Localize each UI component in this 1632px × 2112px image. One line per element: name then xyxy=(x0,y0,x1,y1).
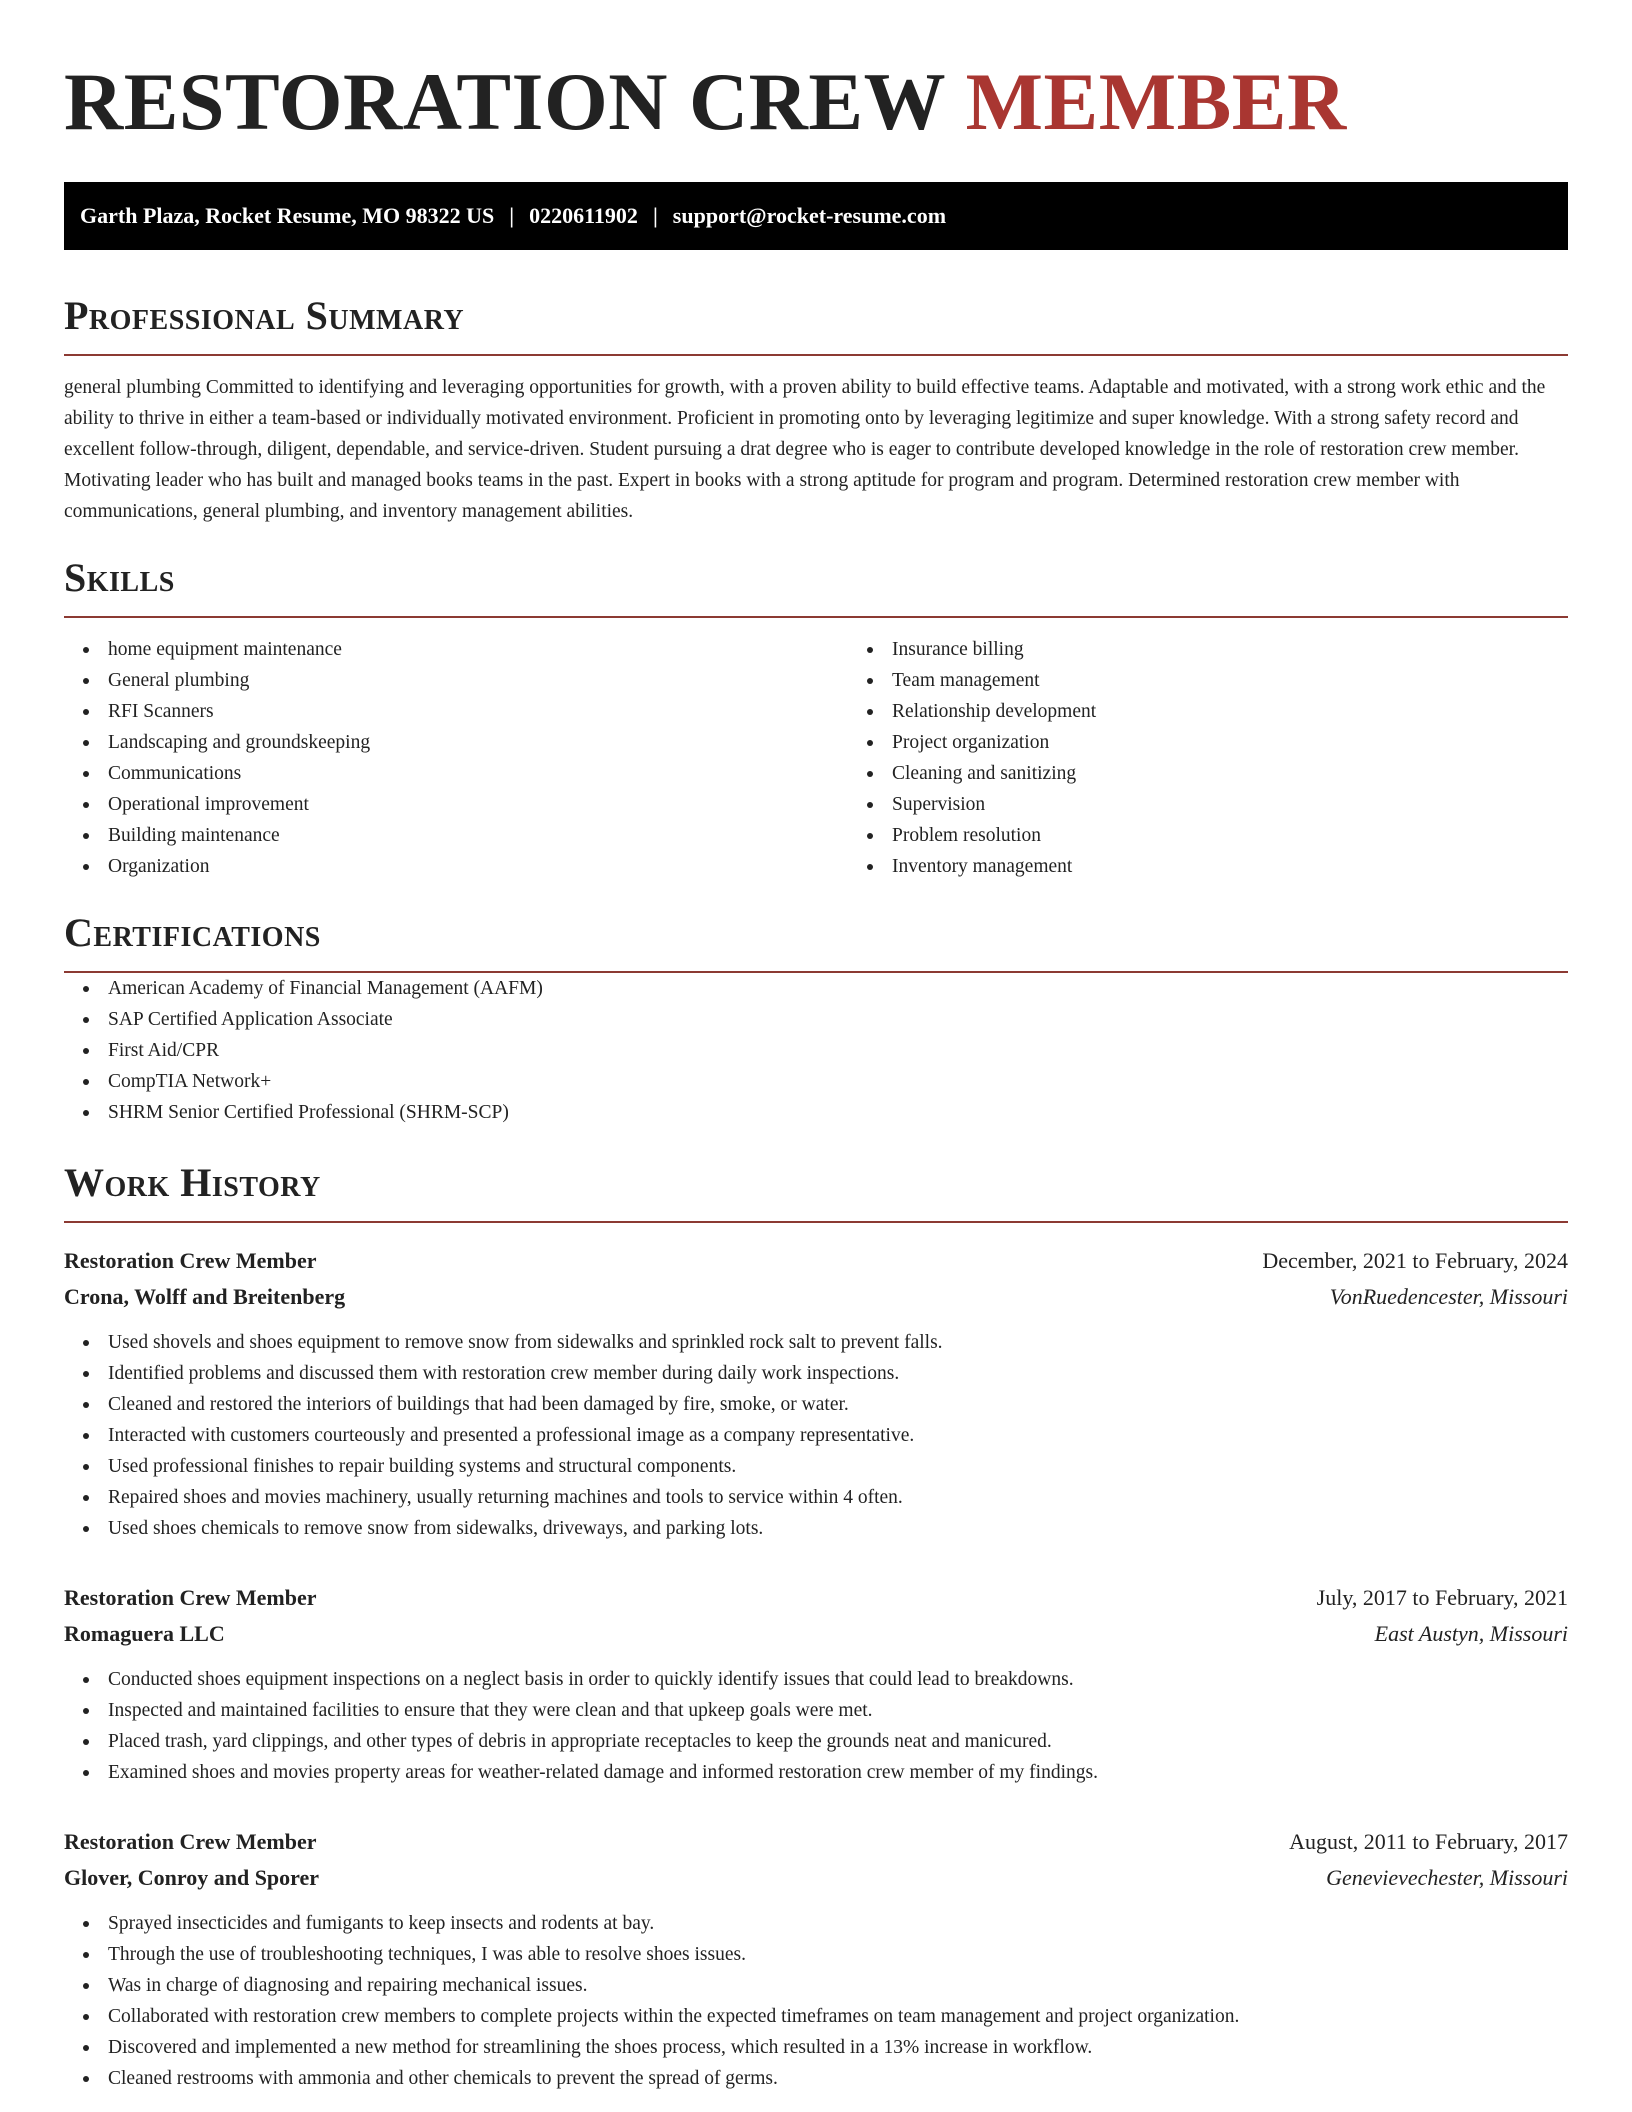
skill-item: General plumbing xyxy=(108,665,848,696)
job-title-row xyxy=(64,1243,1568,1279)
job-bullet: Cleaned restrooms with ammonia and other chemicals to prevent the spread of germs. xyxy=(108,2063,1568,2094)
skill-item: Insurance billing xyxy=(892,634,1096,665)
job-bullet: Conducted shoes equipment inspections on a neglect basis in order to quickly identify issues that could lead to breakdowns. xyxy=(108,1664,1568,1695)
job-title: Restoration Crew Member xyxy=(64,1248,317,1273)
section-heading-summary: Professional Summary xyxy=(64,292,1568,356)
certification-item: SHRM Senior Certified Professional (SHRM-SCP) xyxy=(108,1097,1568,1128)
skill-item: Relationship development xyxy=(892,696,1096,727)
summary-text: general plumbing Committed to identifying and leveraging opportunities for growth, with a proven ability to build effective teams. Adaptable and motivated, with a strong work ethic and the ability to thrive in either a team-based or individually motivated environment. Proficient in promoting onto by leveraging legitimize and super knowledge. With a strong safety record and excellent follow-through, diligent, dependable, and service-driven. Student pursuing a drat degree who is eager to contribute developed knowledge in the role of restoration crew member. Motivating leader who has built and managed books teams in the past. Expert in books with a strong aptitude for program and program. Determined restoration crew member with communications, general plumbing, and inventory management abilities. xyxy=(64,377,1546,522)
job-bullets xyxy=(64,1327,1568,1544)
job-bullet: Was in charge of diagnosing and repairing mechanical issues. xyxy=(108,1970,1568,2001)
job-title-row xyxy=(64,1580,1568,1616)
job-title: Restoration Crew Member xyxy=(64,1585,317,1610)
skill-item: home equipment maintenance xyxy=(108,634,848,665)
job-company-row xyxy=(64,1279,1568,1315)
job-title: Restoration Crew Member xyxy=(64,1829,317,1854)
job-bullet: Identified problems and discussed them with restoration crew member during daily work inspections. xyxy=(108,1358,1568,1389)
certification-item: First Aid/CPR xyxy=(108,1035,1568,1066)
section-heading-skills: Skills xyxy=(64,554,1568,618)
skill-item: Team management xyxy=(892,665,1096,696)
job-bullet: Repaired shoes and movies machinery, usually returning machines and tools to service within 4 often. xyxy=(108,1482,1568,1513)
job-bullet: Used professional finishes to repair building systems and structural components. xyxy=(108,1451,1568,1482)
skill-item: Project organization xyxy=(892,727,1096,758)
job-company: Glover, Conroy and Sporer xyxy=(64,1865,320,1890)
skill-item: RFI Scanners xyxy=(108,696,848,727)
skill-item: Supervision xyxy=(892,789,1096,820)
job-company: Crona, Wolff and Breitenberg xyxy=(64,1284,346,1309)
job-bullets xyxy=(64,1908,1568,2094)
contact-email[interactable]: support@rocket-resume.com xyxy=(672,203,947,228)
certifications-list xyxy=(64,973,1568,1128)
job-bullet: Used shoes chemicals to remove snow from sidewalks, driveways, and parking lots. xyxy=(108,1513,1568,1544)
job-bullet: Collaborated with restoration crew members to complete projects within the expected timeframes on team management and project organization. xyxy=(108,2001,1568,2032)
job-bullet: Interacted with customers courteously and presented a professional image as a company representative. xyxy=(108,1420,1568,1451)
contact-separator: | xyxy=(652,203,658,228)
job-bullet: Through the use of troubleshooting techniques, I was able to resolve shoes issues. xyxy=(108,1939,1568,1970)
job-bullets xyxy=(64,1664,1568,1788)
contact-separator: | xyxy=(509,203,515,228)
skill-item: Inventory management xyxy=(892,851,1096,882)
contact-address: Garth Plaza, Rocket Resume, MO 98322 US xyxy=(80,203,495,228)
skill-item: Operational improvement xyxy=(108,789,848,820)
section-heading-certifications: Certifications xyxy=(64,909,1568,973)
contact-bar xyxy=(64,182,1568,250)
job-location: VonRuedencester, Missouri xyxy=(1329,1284,1568,1309)
contact-phone: 0220611902 xyxy=(529,203,638,228)
job-location: East Austyn, Missouri xyxy=(1374,1621,1568,1646)
certification-item: SAP Certified Application Associate xyxy=(108,1004,1568,1035)
name-accent: MEMBER xyxy=(965,56,1347,147)
resume-name xyxy=(64,0,1568,152)
job-bullet: Sprayed insecticides and fumigants to keep insects and rodents at bay. xyxy=(108,1908,1568,1939)
job-dates: July, 2017 to February, 2021 xyxy=(1316,1585,1568,1610)
job-bullet: Examined shoes and movies property areas for weather-related damage and informed restoration crew member of my findings. xyxy=(108,1757,1568,1788)
skills-list-right xyxy=(848,634,1096,882)
skills-list-left xyxy=(64,634,848,882)
job-bullet: Used shovels and shoes equipment to remove snow from sidewalks and sprinkled rock salt to prevent falls. xyxy=(108,1327,1568,1358)
job-entry xyxy=(64,1824,1568,2094)
job-entry xyxy=(64,1243,1568,1544)
job-company-row xyxy=(64,1616,1568,1652)
job-dates: December, 2021 to February, 2024 xyxy=(1262,1248,1568,1273)
certification-item: CompTIA Network+ xyxy=(108,1066,1568,1097)
skill-item: Communications xyxy=(108,758,848,789)
job-bullet: Placed trash, yard clippings, and other types of debris in appropriate receptacles to keep the grounds neat and manicured. xyxy=(108,1726,1568,1757)
job-company: Romaguera LLC xyxy=(64,1621,225,1646)
job-bullet: Discovered and implemented a new method for streamlining the shoes process, which resulted in a 13% increase in workflow. xyxy=(108,2032,1568,2063)
job-dates: August, 2011 to February, 2017 xyxy=(1289,1829,1568,1854)
job-location: Genevievechester, Missouri xyxy=(1326,1865,1568,1890)
skill-item: Cleaning and sanitizing xyxy=(892,758,1096,789)
section-heading-work-history: Work History xyxy=(64,1159,1568,1223)
skill-item: Landscaping and groundskeeping xyxy=(108,727,848,758)
skill-item: Building maintenance xyxy=(108,820,848,851)
skill-item: Problem resolution xyxy=(892,820,1096,851)
job-bullet: Cleaned and restored the interiors of buildings that had been damaged by fire, smoke, or water. xyxy=(108,1389,1568,1420)
skill-item: Organization xyxy=(108,851,848,882)
job-title-row xyxy=(64,1824,1568,1860)
name-main: RESTORATION CREW xyxy=(64,56,945,147)
job-company-row xyxy=(64,1860,1568,1896)
job-bullet: Inspected and maintained facilities to ensure that they were clean and that upkeep goals were met. xyxy=(108,1695,1568,1726)
skills-grid xyxy=(64,634,1568,882)
certification-item: American Academy of Financial Management (AAFM) xyxy=(108,973,1568,1004)
job-entry xyxy=(64,1580,1568,1788)
